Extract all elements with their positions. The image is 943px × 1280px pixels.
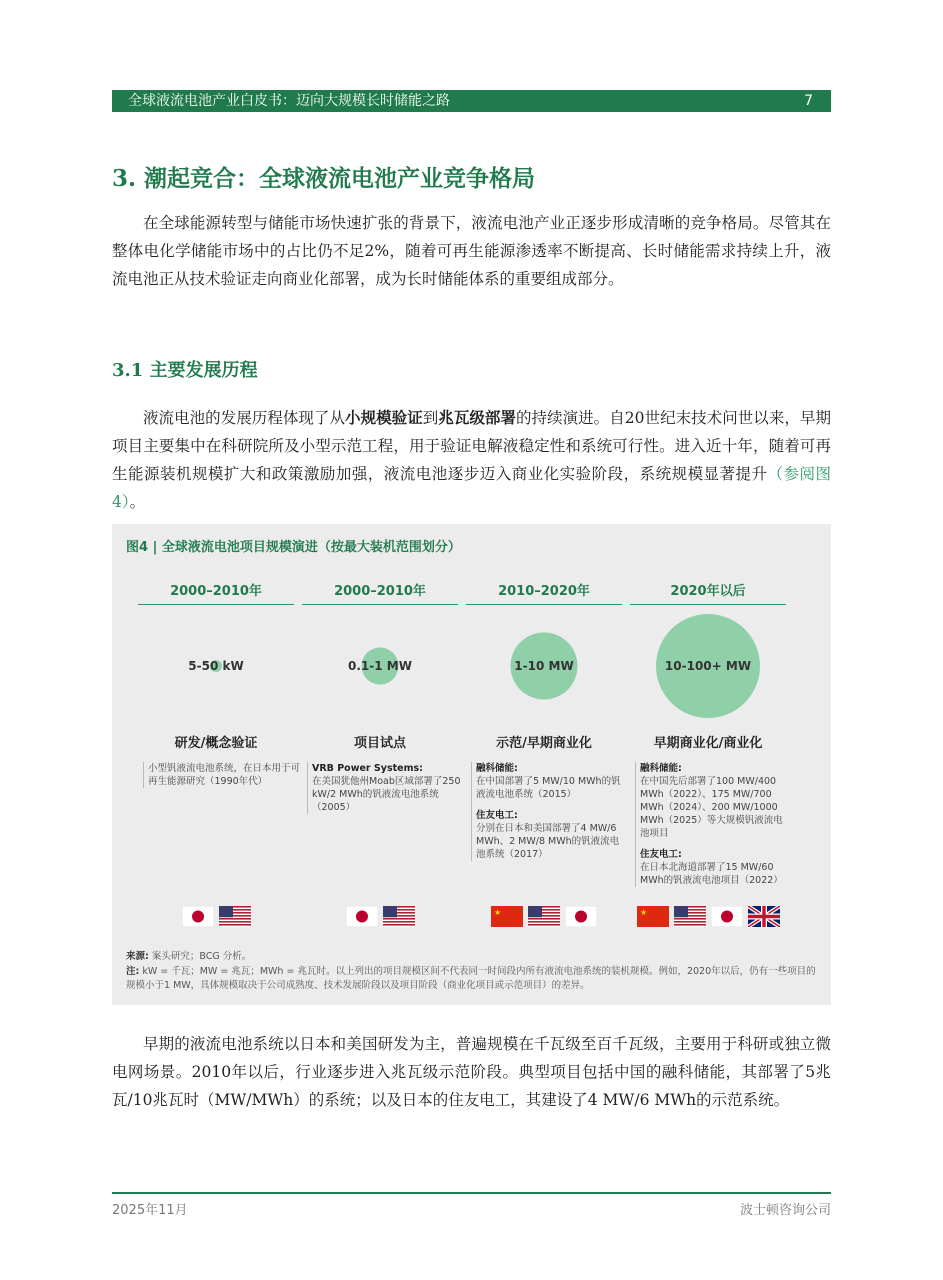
- flag-row: [138, 906, 294, 927]
- header-bar: [112, 90, 831, 112]
- page-number: 7: [804, 93, 813, 109]
- history-text-3: 的持续演进。自20世纪末技术问世以来，早期项目主要集中在科研院所及小型示范工程，用于验证电解液稳定性和系统可行性。进入近十年，随着可再生能源装机规模扩大和政策激励加强，液流电池逐步迈入商业化实验阶段，系统规模显著提升: [112, 409, 831, 483]
- history-text-end: 。: [129, 493, 146, 511]
- timeline-column: [302, 524, 464, 924]
- flag-row: [466, 906, 622, 927]
- footer-org: 波士顿咨询公司: [739, 1203, 831, 1218]
- source-label: 来源:: [126, 951, 149, 962]
- column-description: [471, 762, 628, 861]
- figure-source: [126, 948, 251, 962]
- figure-title: 图4 | 全球液流电池项目规模演进（按最大装机范围划分）: [126, 540, 461, 555]
- subsection-title: 3.1 主要发展历程: [112, 360, 258, 381]
- scale-label: 10-100+ MW: [664, 659, 752, 673]
- company-name: 融科储能:: [640, 763, 682, 774]
- desc-text: 在中国先后部署了100 MW/400 MWh（2022）、175 MW/700 MWh（2024）、200 MW/1000 MWh（2025）等大规模钒液流电池项目: [640, 776, 783, 839]
- closing-paragraph: 早期的液流电池系统以日本和美国研发为主，普遍规模在千瓦级至百千瓦级，主要用于科研或独立微电网场景。2010年以后，行业逐步进入兆瓦级示范阶段。典型项目包括中国的融科储能，其部署了5兆瓦/10兆瓦时（MW/MWh）的系统；以及日本的住友电工，其建设了4 MW/6 MWh的示范系统。: [112, 1035, 831, 1109]
- stage-label: 示范/早期商业化: [496, 736, 592, 751]
- company-name: 融科储能:: [476, 763, 518, 774]
- scale-label: 1-10 MW: [514, 659, 574, 673]
- column-description: [307, 762, 464, 814]
- period-label: 2000–2010年: [138, 580, 294, 605]
- footer-divider: [112, 1192, 831, 1194]
- period-label: 2020年以后: [630, 580, 786, 605]
- history-text-2: 到: [422, 409, 439, 427]
- note-text: kW = 千瓦；MW = 兆瓦；MWh = 兆瓦时。以上列出的项目规模区间不代表同一时间段内所有液流电池系统的装机规模。例如，2020年以后，仍有一些项目的规模小于1 MW，具体规模取决于公司成熟度、技术发展阶段以及项目阶段（商业化项目或示范项目）的差异。: [126, 966, 816, 991]
- company-name: VRB Power Systems:: [312, 763, 423, 774]
- china-flag-icon: [491, 906, 523, 927]
- flag-row: [302, 906, 458, 927]
- japan-flag-icon: [565, 906, 597, 927]
- figure-note: [126, 965, 821, 993]
- china-flag-icon: [637, 906, 669, 927]
- usa-flag-icon: [528, 906, 560, 927]
- desc-text: 在日本北海道部署了15 MW/60 MWh的钒液流电池项目（2022）: [640, 862, 783, 886]
- usa-flag-icon: [383, 906, 415, 927]
- column-description: [143, 762, 300, 788]
- desc-text: 在美国犹他州Moab区域部署了250 kW/2 MWh的钒液流电池系统（2005）: [312, 776, 461, 813]
- scale-circle-area: [302, 610, 458, 722]
- stage-label: 项目试点: [353, 736, 406, 751]
- japan-flag-icon: [346, 906, 378, 927]
- section-title: 3. 潮起竞合：全球液流电池产业竞争格局: [112, 165, 536, 192]
- history-bold-mw-deploy: 兆瓦级部署: [438, 408, 516, 427]
- timeline-column: [138, 524, 300, 924]
- figure-4: [112, 524, 831, 1005]
- flag-row: [630, 906, 786, 927]
- stage-label: 早期商业化/商业化: [653, 736, 763, 751]
- source-text: 案头研究；BCG 分析。: [151, 951, 252, 962]
- uk-flag-icon: [748, 906, 780, 927]
- history-paragraph: [112, 404, 831, 516]
- stage-label: 研发/概念验证: [174, 736, 258, 751]
- japan-flag-icon: [711, 906, 743, 927]
- company-name: 住友电工:: [640, 849, 682, 860]
- intro-paragraph: 在全球能源转型与储能市场快速扩张的背景下，液流电池产业正逐步形成清晰的竞争格局。尽管其在整体电化学储能市场中的占比仍不足2%，随着可再生能源渗透率不断提高、长时储能需求持续上升，液流电池正从技术验证走向商业化部署，成为长时储能体系的重要组成部分。: [112, 214, 831, 288]
- scale-label: 0.1-1 MW: [348, 659, 412, 673]
- figure-reference-link[interactable]: （参阅图4）: [112, 465, 831, 511]
- usa-flag-icon: [674, 906, 706, 927]
- usa-flag-icon: [219, 906, 251, 927]
- desc-text: 分别在日本和美国部署了4 MW/6 MWh、2 MW/8 MWh的钒液流电池系统（2017）: [476, 823, 620, 860]
- footer-date: 2025年11月: [112, 1203, 188, 1218]
- period-label: 2010–2020年: [466, 580, 622, 605]
- scale-label: 5-50 kW: [188, 659, 244, 673]
- desc-text: 在中国部署了5 MW/10 MWh的钒液流电池系统（2015）: [476, 776, 621, 800]
- timeline-column: [630, 524, 792, 924]
- japan-flag-icon: [182, 906, 214, 927]
- desc-text: 小型钒液流电池系统，在日本用于可再生能源研究（1990年代）: [148, 763, 301, 787]
- svg-text:★: ★: [639, 908, 647, 917]
- period-label: 2000–2010年: [302, 580, 458, 605]
- history-bold-small-scale: 小规模验证: [345, 408, 423, 427]
- header-title: 全球液流电池产业白皮书：迈向大规模长时储能之路: [128, 93, 450, 109]
- note-label: 注:: [126, 966, 140, 977]
- scale-circle-area: [138, 610, 294, 722]
- column-description: [635, 762, 792, 887]
- history-text-1: 液流电池的发展历程体现了从: [143, 409, 346, 427]
- scale-circle-area: [630, 610, 786, 722]
- company-name: 住友电工:: [476, 810, 518, 821]
- svg-text:★: ★: [494, 908, 502, 917]
- scale-circle-area: [466, 610, 622, 722]
- timeline-column: [466, 524, 628, 924]
